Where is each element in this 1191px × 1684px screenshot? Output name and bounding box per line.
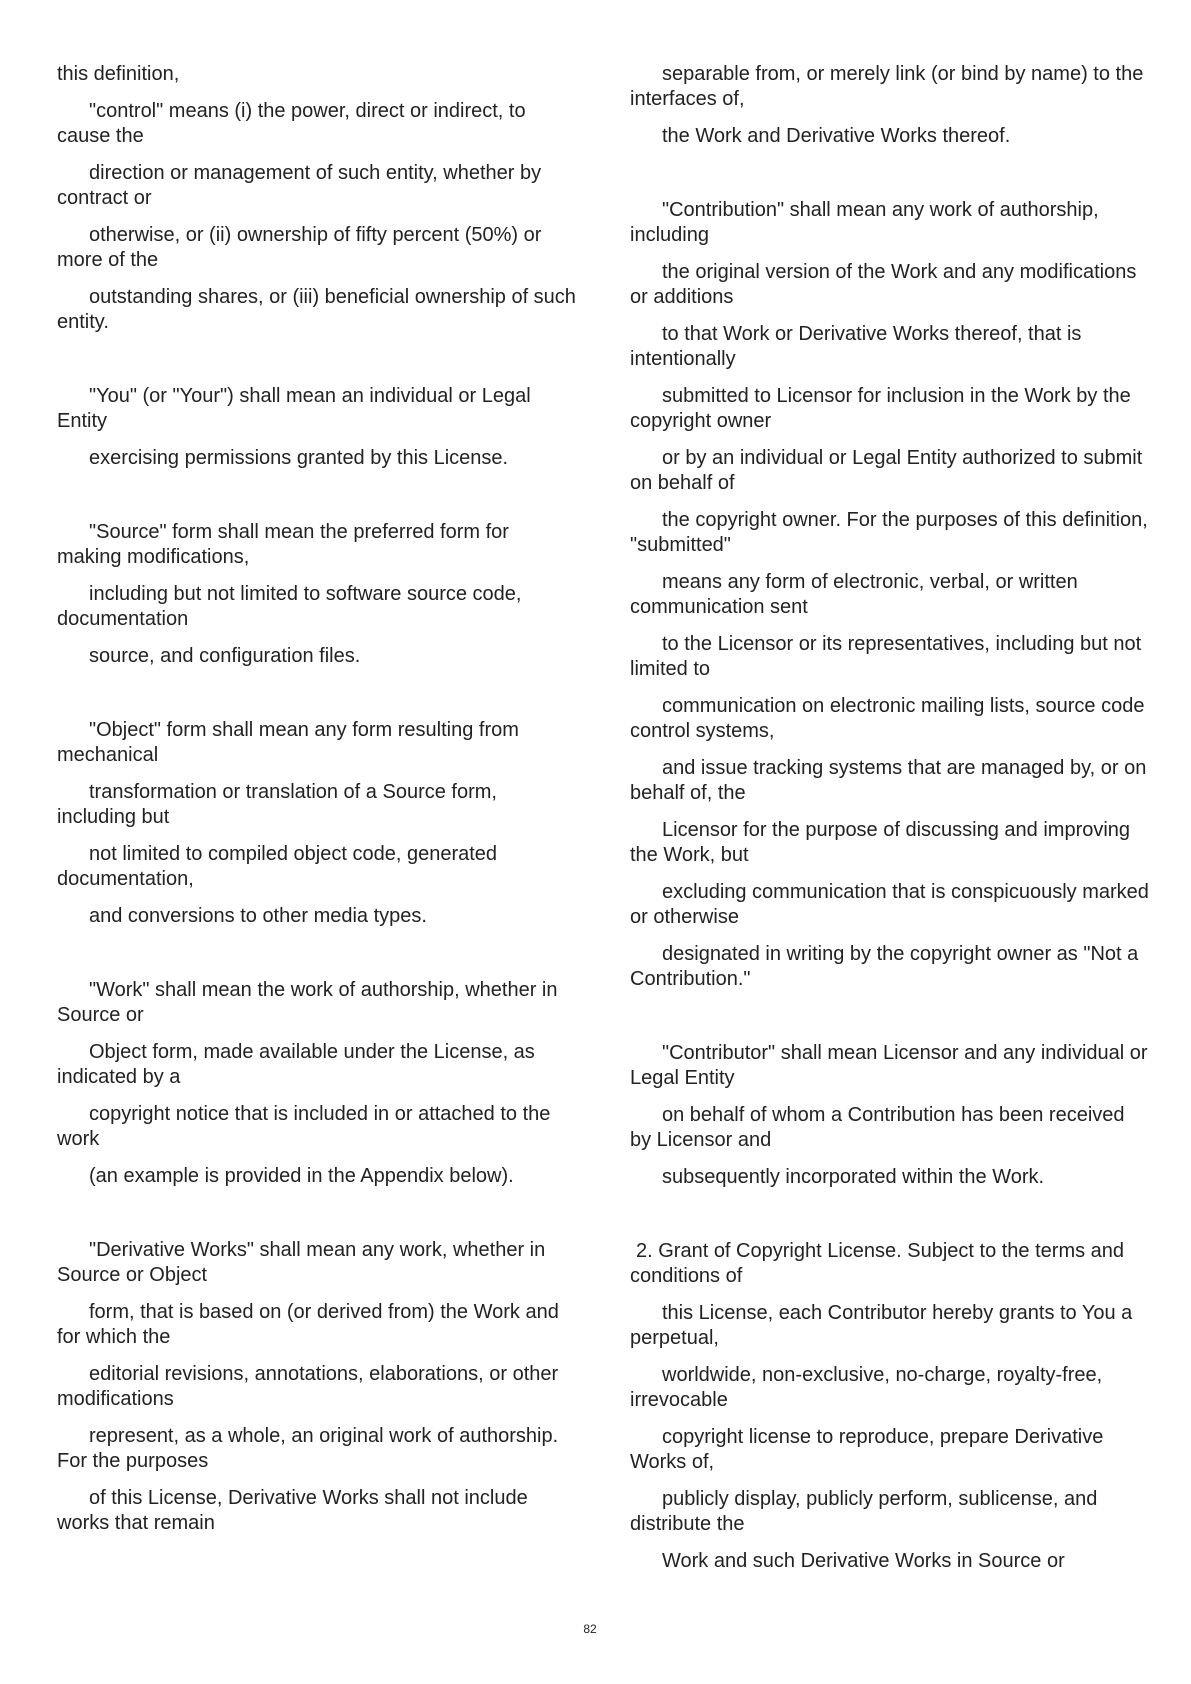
paragraph: this License, each Contributor hereby grants to You a perpetual, [630,1302,1133,1349]
right-column [630,62,1150,1586]
paragraph: to the Licensor or its representatives, including but not limited to [630,633,1142,680]
paragraph: separable from, or merely link (or bind by name) to the interfaces of, [630,63,1144,110]
paragraph: worldwide, non-exclusive, no-charge, royalty-free, irrevocable [630,1364,1103,1411]
paragraph: "Derivative Works" shall mean any work, whether in Source or Object [57,1239,546,1286]
paragraph: copyright notice that is included in or attached to the work [57,1103,551,1150]
paragraph: "You" (or "Your") shall mean an individual or Legal Entity [57,385,531,432]
paragraph: including but not limited to software source code, documentation [57,583,522,630]
paragraph: to that Work or Derivative Works thereof, that is intentionally [630,323,1082,370]
paragraph: "Work" shall mean the work of authorship, whether in Source or [57,979,558,1026]
paragraph: Object form, made available under the License, as indicated by a [57,1041,535,1088]
page-number: 82 [583,1622,597,1636]
paragraph: designated in writing by the copyright owner as "Not a Contribution." [630,943,1139,990]
paragraph: the Work and Derivative Works thereof. [662,125,1011,147]
paragraph: and issue tracking systems that are managed by, or on behalf of, the [630,757,1147,804]
paragraph: transformation or translation of a Source form, including but [57,781,497,828]
paragraph: editorial revisions, annotations, elaborations, or other modifications [57,1363,559,1410]
paragraph: "Contributor" shall mean Licensor and any individual or Legal Entity [630,1042,1148,1089]
paragraph: on behalf of whom a Contribution has been received by Licensor and [630,1104,1125,1151]
paragraph: outstanding shares, or (iii) beneficial ownership of such entity. [57,286,576,333]
paragraph: submitted to Licensor for inclusion in the Work by the copyright owner [630,385,1131,432]
paragraph: copyright license to reproduce, prepare Derivative Works of, [630,1426,1104,1473]
paragraph: "control" means (i) the power, direct or indirect, to cause the [57,100,526,147]
paragraph: or by an individual or Legal Entity authorized to submit on behalf of [630,447,1143,494]
paragraph: communication on electronic mailing lists, source code control systems, [630,695,1145,742]
paragraph: means any form of electronic, verbal, or written communication sent [630,571,1078,618]
section-heading-paragraph: 2. Grant of Copyright License. Subject to the terms and conditions of [630,1240,1125,1287]
paragraph: not limited to compiled object code, generated documentation, [57,843,498,890]
paragraph: publicly display, publicly perform, sublicense, and distribute the [630,1488,1098,1535]
paragraph: otherwise, or (ii) ownership of fifty percent (50%) or more of the [57,224,542,271]
paragraph: form, that is based on (or derived from) the Work and for which the [57,1301,559,1348]
paragraph: the original version of the Work and any modifications or additions [630,261,1137,308]
paragraph: Work and such Derivative Works in Source or [662,1550,1065,1572]
paragraph: of this License, Derivative Works shall not include works that remain [57,1487,528,1534]
paragraph: Licensor for the purpose of discussing and improving the Work, but [630,819,1131,866]
paragraph: the copyright owner. For the purposes of this definition, "submitted" [630,509,1148,556]
paragraph: and conversions to other media types. [89,905,427,927]
paragraph: "Source" form shall mean the preferred form for making modifications, [57,521,509,568]
paragraph: (an example is provided in the Appendix below). [89,1165,514,1187]
paragraph: source, and configuration files. [89,645,361,667]
paragraph: "Object" form shall mean any form resulting from mechanical [57,719,519,766]
paragraph: excluding communication that is conspicuously marked or otherwise [630,881,1149,928]
paragraph: subsequently incorporated within the Work. [662,1166,1045,1188]
paragraph: exercising permissions granted by this License. [89,447,509,469]
paragraph: "Contribution" shall mean any work of authorship, including [630,199,1099,246]
paragraph: this definition, [57,63,180,85]
paragraph: direction or management of such entity, whether by contract or [57,162,542,209]
left-column [57,62,577,1548]
paragraph: represent, as a whole, an original work of authorship. For the purposes [57,1425,559,1472]
